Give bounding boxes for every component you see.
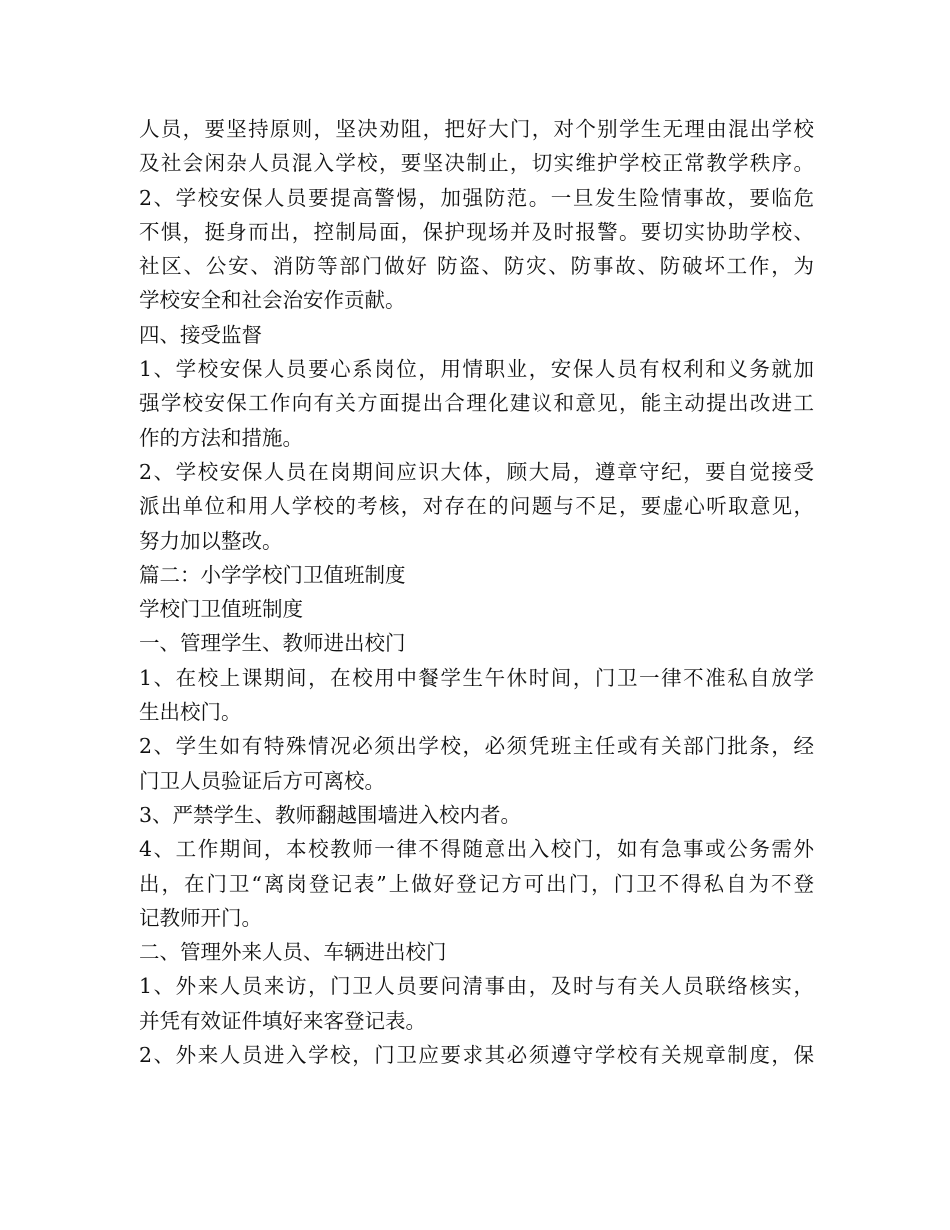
text-line: 1、外来人员来访，门卫人员要问清事由，及时与有关人员联络核实， xyxy=(139,974,814,999)
text-line: 4、工作期间，本校教师一律不得随意出入校门，如有急事或公务需外 xyxy=(139,837,814,862)
text-line: 人员，要坚持原则，坚决劝阻，把好大门，对个别学生无理由混出学校 xyxy=(139,117,814,141)
text-line: 3、严禁学生、教师翻越围墙进入校内者。 xyxy=(139,802,522,827)
text-line: 记教师开门。 xyxy=(139,905,262,930)
text-line: 努力加以整改。 xyxy=(139,528,283,553)
text-line: 学校安全和社会治安作贡献。 xyxy=(139,288,406,313)
text-line: 2、外来人员进入学校，门卫应要求其必须遵守学校有关规章制度，保 xyxy=(139,1043,814,1068)
text-line: 强学校安保工作向有关方面提出合理化建议和意见，能主动提出改进工 xyxy=(139,391,814,416)
text-line: 四、接受监督 xyxy=(139,322,262,347)
text-line: 及社会闲杂人员混入学校，要坚决制止，切实维护学校正常教学秩序。 xyxy=(139,151,814,176)
text-line: 生出校门。 xyxy=(139,700,242,725)
text-line: 2、学校安保人员在岗期间应识大体，顾大局，遵章守纪，要自觉接受 xyxy=(139,459,814,484)
text-line: 社区、公安、消防等部门做好 防盗、防灾、防事故、防破坏工作，为 xyxy=(139,254,814,279)
text-line: 不惧，挺身而出，控制局面，保护现场并及时报警。要切实协助学校、 xyxy=(139,219,814,244)
text-line: 并凭有效证件填好来客登记表。 xyxy=(139,1008,426,1033)
text-line: 学校门卫值班制度 xyxy=(139,597,303,622)
text-line: 出，在门卫“离岗登记表”上做好登记方可出门，门卫不得私自为不登 xyxy=(139,871,814,896)
document-body xyxy=(139,112,814,1072)
text-line: 1、在校上课期间，在校用中餐学生午休时间，门卫一律不准私自放学 xyxy=(139,665,814,690)
text-line: 1、学校安保人员要心系岗位，用情职业，安保人员有权利和义务就加 xyxy=(139,357,814,382)
text-line: 门卫人员验证后方可离校。 xyxy=(139,768,385,793)
text-line: 一、管理学生、教师进出校门 xyxy=(139,631,406,656)
text-line: 篇二：小学学校门卫值班制度 xyxy=(139,562,406,587)
text-line: 派出单位和用人学校的考核，对存在的问题与不足，要虚心听取意见， xyxy=(139,494,814,519)
text-line: 作的方法和措施。 xyxy=(139,425,303,450)
text-line: 2、学校安保人员要提高警惕，加强防范。一旦发生险情事故，要临危 xyxy=(139,185,814,210)
text-line: 二、管理外来人员、车辆进出校门 xyxy=(139,940,447,965)
text-line: 2、学生如有特殊情况必须出学校，必须凭班主任或有关部门批条，经 xyxy=(139,734,814,759)
